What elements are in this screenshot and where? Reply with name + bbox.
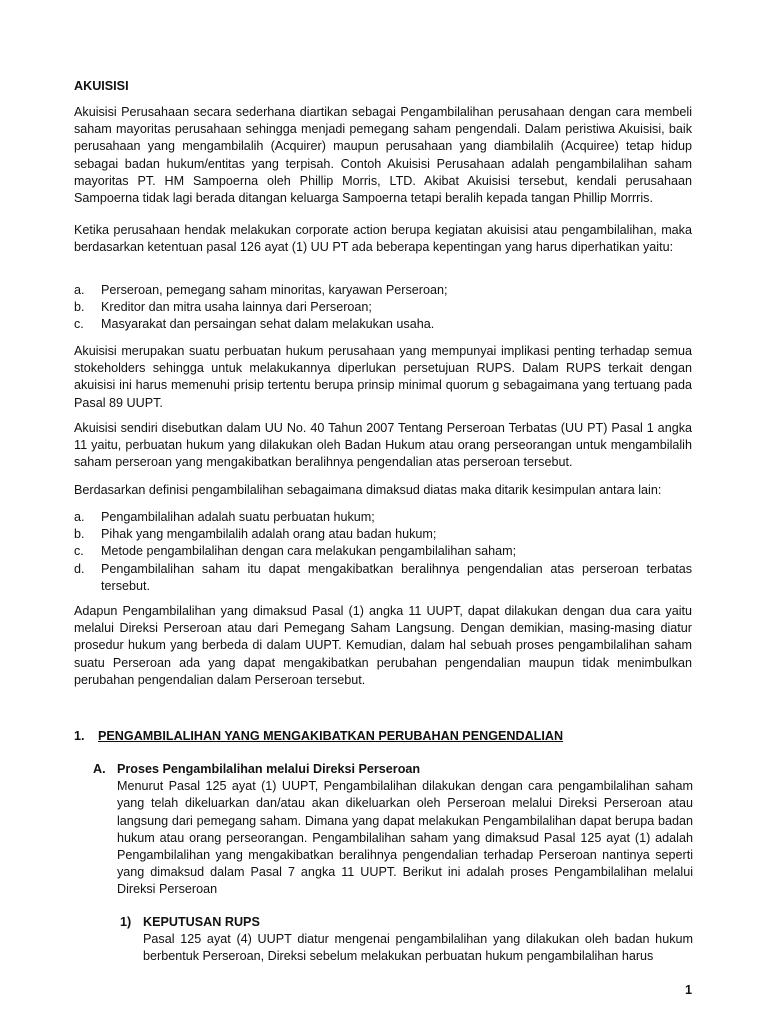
paragraph-procedure: Adapun Pengambilalihan yang dimaksud Pasal (1) angka 11 UUPT, dapat dilakukan dengan dua cara yaitu melalui Direksi Perseroan atau dari Pemegang Saham Langsung. Dengan demikian, masing-masing diatur prosedur hukum yang berbeda di dalam UUPT. Kemudian, dalam hal sebuah proses pengambilalihan saham suatu Perseroan ada yang dapat mengakibatkan perubahan pengendalian maupun tidak menimbulkan perubahan pengendalian dalam Perseroan tersebut.: [74, 604, 692, 687]
list-text: Masyarakat dan persaingan sehat dalam melakukan usaha.: [101, 317, 435, 332]
list-marker: b.: [74, 300, 85, 315]
subsection-a-marker: A.: [93, 762, 106, 776]
list-text: Perseroan, pemegang saham minoritas, karyawan Perseroan;: [101, 283, 448, 297]
subsection-a-title-text: Proses Pengambilalihan melalui Direksi Perseroan: [117, 762, 421, 776]
list-item: [74, 299, 692, 316]
list-text: Metode pengambilalihan dengan cara melakukan pengambilalihan saham;: [101, 544, 517, 559]
list-text: Pengambilalihan saham itu dapat mengakibatkan beralihnya pengendalian atas perseroan terbatas tersebut.: [101, 561, 692, 593]
list-marker: a.: [74, 510, 85, 524]
list-text: Pengambilalihan adalah suatu perbuatan hukum;: [101, 510, 375, 524]
list-item: [74, 282, 692, 299]
page-number: 1: [684, 983, 692, 997]
list-item: [74, 526, 692, 543]
list-text: Kreditor dan mitra usaha lainnya dari Perseroan;: [101, 300, 372, 315]
paragraph-intro: Akuisisi Perusahaan secara sederhana diartikan sebagai Pengambilalihan perusahaan dengan cara membeli saham mayoritas perusahaan sehingga menjadi pemegang saham pengendali. Dalam peristiwa Akuisisi, baik perusahaan yang mengambilalih (Acquirer) maupun perusahaan yang diambilalih (Acquiree) tetap hidup sebagai badan hukum/entitas yang terpisah. Contoh Akuisisi Perusahaan adalah pengambilalihan saham mayoritas PT. HM Sampoerna oleh Phillip Morris, LTD. Akibat Akuisisi tersebut, kendali perusahaan Sampoerna tidak lagi berada ditangan keluarga Sampoerna tetapi beralih kepada tangan Phillip Morrris.: [74, 105, 692, 206]
subsection-1-marker: 1): [120, 915, 132, 929]
list-marker: c.: [74, 317, 84, 332]
list-item: [74, 316, 692, 333]
list-item: [74, 509, 692, 526]
list-marker: b.: [74, 527, 85, 542]
section-number: 1.: [74, 729, 85, 743]
doc-title: AKUISISI: [74, 79, 129, 93]
section-title: PENGAMBILALIHAN YANG MENGAKIBATKAN PERUBAHAN PENGENDALIAN: [98, 729, 564, 743]
paragraph-corporate-action: Ketika perusahaan hendak melakukan corporate action berupa kegiatan akuisisi atau pengambilalihan, maka berdasarkan ketentuan pasal 126 ayat (1) UU PT ada beberapa kepentingan yang harus diperhatikan yaitu:: [74, 223, 692, 255]
conclusion-list: [74, 509, 692, 595]
paragraph-definition: Berdasarkan definisi pengambilalihan sebagaimana dimaksud diatas maka ditarik kesimpulan antara lain:: [74, 483, 662, 497]
list-item: [74, 561, 692, 595]
list-marker: a.: [74, 283, 85, 297]
list-marker: d.: [74, 561, 85, 576]
list-marker: c.: [74, 544, 84, 559]
subsection-a-title: [93, 761, 693, 778]
paragraph-uu-pt: Akuisisi sendiri disebutkan dalam UU No. 40 Tahun 2007 Tentang Perseroan Terbatas (UU PT) Pasal 1 angka 11 yaitu, perbuatan hukum yang dilakukan oleh Badan Hukum atau orang perseorangan untuk mengambilalih saham perseroan yang mengakibatkan beralihnya pengendalian atas perseroan tersebut.: [74, 421, 692, 470]
paragraph-rups: Akuisisi merupakan suatu perbuatan hukum perusahaan yang mempunyai implikasi penting terhadap semua stokeholders sehingga untuk melakukannya diperlukan persetujuan RUPS. Dalam RUPS terkait dengan akuisisi ini harus memenuhi prisip tertentu berupa prinsip minimal quorum g sebagaimana yang tertuang pada Pasal 89 UUPT.: [74, 344, 692, 410]
subsection-a: [93, 761, 693, 899]
list-text: Pihak yang mengambilalih adalah orang atau badan hukum;: [101, 527, 437, 542]
subsection-1-body: Pasal 125 ayat (4) UUPT diatur mengenai pengambilalihan yang dilakukan oleh badan hukum berbentuk Perseroan, Direksi sebelum melakukan perbuatan hukum pengambilalihan harus: [143, 932, 693, 964]
list-item: [74, 543, 692, 560]
subsection-a-body: Menurut Pasal 125 ayat (1) UUPT, Pengambilalihan dilakukan dengan cara pengambilalihan saham yang telah dikeluarkan dan/atau akan dikeluarkan oleh Perseroan melalui Direksi Perseroan atau langsung dari pemegang saham. Dimana yang dapat melakukan Pengambilalihan dapat berupa badan hukum atau orang perseorangan. Pengambilalihan saham yang dimaksud Pasal 125 ayat (1) adalah Pengambilalihan yang mengakibatkan beralihnya pengendalian terhadap Perseroan nantinya seperti yang dimaksud dalam Pasal 7 angka 11 UUPT. Berikut ini adalah proses Pengambilalihan melalui Direksi Perseroan: [117, 779, 693, 897]
interest-list: [74, 282, 692, 334]
subsection-1-title: [120, 914, 693, 931]
section-heading: [74, 728, 692, 745]
subsection-1: [120, 914, 693, 966]
subsection-1-title-text: KEPUTUSAN RUPS: [143, 915, 260, 929]
